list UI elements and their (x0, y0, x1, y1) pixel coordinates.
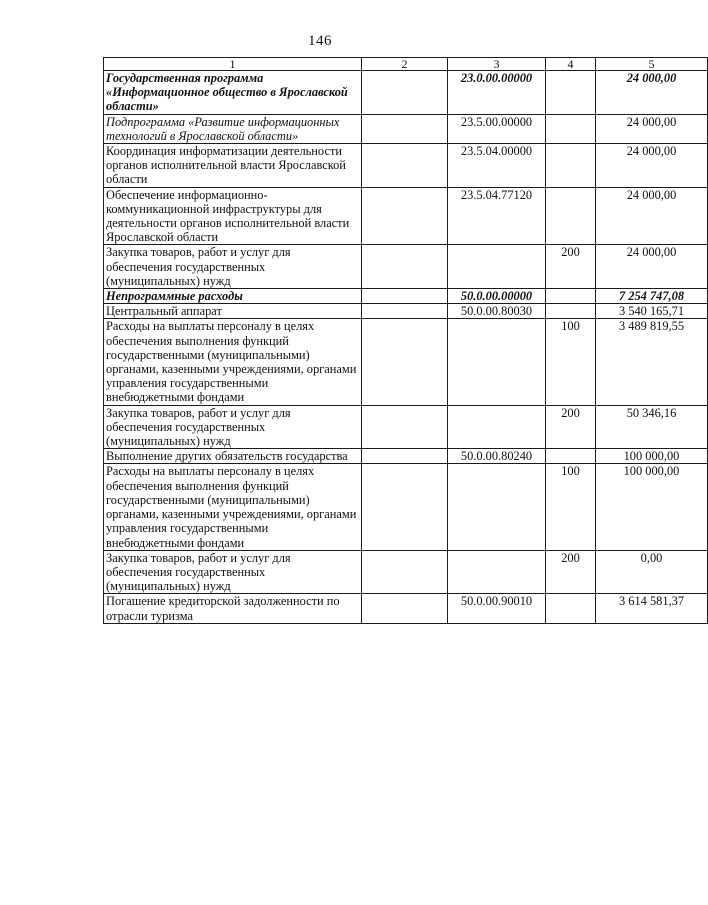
header-col-5: 5 (596, 58, 708, 71)
row-type (546, 449, 596, 464)
row-col2 (362, 594, 448, 623)
row-name: Непрограммные расходы (104, 289, 362, 304)
page-number: 146 (308, 33, 332, 49)
row-amount: 50 346,16 (596, 405, 708, 449)
budget-table (103, 57, 708, 624)
row-name: Закупка товаров, работ и услуг для обеспечения государственных (муниципальных) нужд (104, 405, 362, 449)
row-type (546, 289, 596, 304)
row-type (546, 594, 596, 623)
row-amount: 24 000,00 (596, 144, 708, 188)
row-col2 (362, 187, 448, 245)
table-row (104, 114, 708, 143)
row-type (546, 144, 596, 188)
row-name: Расходы на выплаты персоналу в целях обеспечения выполнения функций государственными (муниципальными) органами, казенными учреждениями, органами управления государственными внебюджетными фондами (104, 319, 362, 405)
row-type: 200 (546, 245, 596, 289)
row-name: Центральный аппарат (104, 304, 362, 319)
row-type: 200 (546, 550, 596, 594)
row-type (546, 304, 596, 319)
row-name: Подпрограмма «Развитие информационных технологий в Ярославской области» (104, 114, 362, 143)
row-amount: 24 000,00 (596, 245, 708, 289)
row-col2 (362, 550, 448, 594)
row-name: Координация информатизации деятельности органов исполнительной власти Ярославской области (104, 144, 362, 188)
table-row (104, 449, 708, 464)
row-col2 (362, 405, 448, 449)
row-amount: 100 000,00 (596, 449, 708, 464)
row-code: 23.5.00.00000 (448, 114, 546, 143)
row-col2 (362, 304, 448, 319)
row-code: 50.0.00.00000 (448, 289, 546, 304)
row-col2 (362, 449, 448, 464)
row-name: Погашение кредиторской задолженности по отрасли туризма (104, 594, 362, 623)
row-amount: 3 614 581,37 (596, 594, 708, 623)
table-row (104, 187, 708, 245)
table-header-row (104, 58, 708, 71)
header-col-4: 4 (546, 58, 596, 71)
row-amount: 100 000,00 (596, 464, 708, 550)
header-col-3: 3 (448, 58, 546, 71)
header-col-1: 1 (104, 58, 362, 71)
row-code: 50.0.00.80030 (448, 304, 546, 319)
row-col2 (362, 289, 448, 304)
row-name: Обеспечение информационно-коммуникационной инфраструктуры для деятельности органов исполнительной власти Ярославской области (104, 187, 362, 245)
table-row (104, 594, 708, 623)
table-row (104, 304, 708, 319)
row-code (448, 464, 546, 550)
table-row (104, 319, 708, 405)
row-amount: 24 000,00 (596, 71, 708, 115)
row-code: 50.0.00.90010 (448, 594, 546, 623)
table-row (104, 550, 708, 594)
row-code: 23.5.04.00000 (448, 144, 546, 188)
row-amount: 24 000,00 (596, 187, 708, 245)
table-row (104, 405, 708, 449)
row-amount: 24 000,00 (596, 114, 708, 143)
row-amount: 0,00 (596, 550, 708, 594)
row-col2 (362, 144, 448, 188)
row-amount: 7 254 747,08 (596, 289, 708, 304)
row-amount: 3 489 819,55 (596, 319, 708, 405)
row-type (546, 114, 596, 143)
table-row (104, 464, 708, 550)
row-name: Выполнение других обязательств государства (104, 449, 362, 464)
row-col2 (362, 464, 448, 550)
row-name: Закупка товаров, работ и услуг для обеспечения государственных (муниципальных) нужд (104, 245, 362, 289)
row-amount: 3 540 165,71 (596, 304, 708, 319)
row-col2 (362, 114, 448, 143)
table-row (104, 289, 708, 304)
row-type: 100 (546, 464, 596, 550)
row-col2 (362, 319, 448, 405)
row-name: Расходы на выплаты персоналу в целях обеспечения выполнения функций государственными (муниципальными) органами, казенными учреждениями, органами управления государственными внебюджетными фондами (104, 464, 362, 550)
table-row (104, 144, 708, 188)
row-col2 (362, 71, 448, 115)
row-col2 (362, 245, 448, 289)
row-code (448, 245, 546, 289)
row-code: 23.5.04.77120 (448, 187, 546, 245)
row-code: 50.0.00.80240 (448, 449, 546, 464)
table-row (104, 71, 708, 115)
header-col-2: 2 (362, 58, 448, 71)
row-code (448, 405, 546, 449)
row-name: Закупка товаров, работ и услуг для обеспечения государственных (муниципальных) нужд (104, 550, 362, 594)
row-type: 200 (546, 405, 596, 449)
row-name: Государственная программа «Информационное общество в Ярославской области» (104, 71, 362, 115)
row-type (546, 187, 596, 245)
row-code: 23.0.00.00000 (448, 71, 546, 115)
row-code (448, 319, 546, 405)
row-code (448, 550, 546, 594)
row-type (546, 71, 596, 115)
table-row (104, 245, 708, 289)
row-type: 100 (546, 319, 596, 405)
